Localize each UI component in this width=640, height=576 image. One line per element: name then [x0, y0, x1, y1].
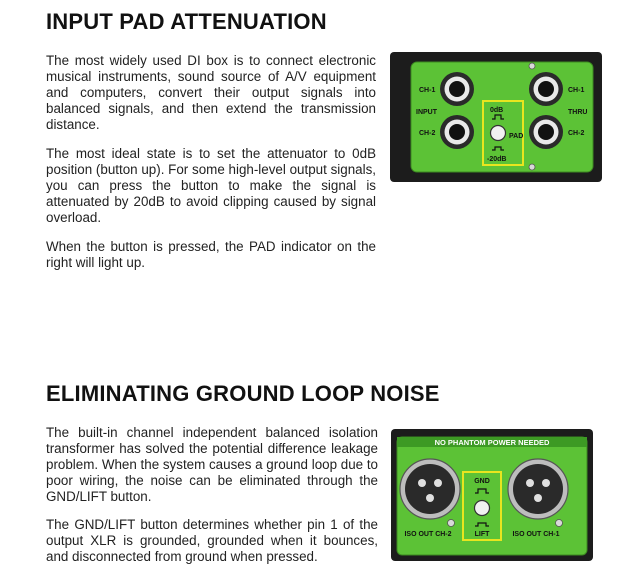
label-thru: THRU [568, 109, 588, 116]
screw-icon [529, 164, 535, 170]
input-panel-diagram [390, 52, 602, 182]
label-input: INPUT [416, 109, 437, 116]
label-iso-out-ch1: ISO OUT CH-1 [512, 531, 560, 538]
xlr-out-ch1[interactable] [508, 459, 568, 519]
section-heading-pad: INPUT PAD ATTENUATION [46, 9, 327, 34]
label-ch1-left: CH-1 [419, 87, 436, 94]
label-ch1-right: CH-1 [568, 87, 585, 94]
banner-text: NO PHANTOM POWER NEEDED [434, 438, 550, 447]
label-pad: PAD [509, 133, 524, 140]
pad-paragraph-3: When the button is pressed, the PAD indicator on the right will light up. [46, 239, 376, 270]
label-ch2-left: CH-2 [419, 130, 436, 137]
label-iso-out-ch2: ISO OUT CH-2 [404, 531, 452, 538]
screw-icon [529, 63, 535, 69]
screw-icon [448, 520, 455, 527]
jack-input-ch2[interactable] [440, 115, 474, 149]
label-gnd: GND [474, 478, 490, 485]
label-minus20db: -20dB [487, 156, 507, 163]
jack-thru-ch1[interactable] [529, 72, 563, 106]
pad-paragraph-1: The most widely used DI box is to connect electronic musical instruments, sound source of A/V equipment and computers, convert their output signals into balanced signals, and then extend the transmission distance. [46, 53, 376, 132]
label-lift: LIFT [474, 531, 490, 538]
jack-input-ch1[interactable] [440, 72, 474, 106]
ground-paragraph-2: The GND/LIFT button determines whether pin 1 of the output XLR is grounded, grounded when it bounces, and disconnected from ground when pressed. [46, 517, 378, 564]
ground-paragraph-1: The built-in channel independent balanced isolation transformer has solved the potential difference leakage problem. When the system causes a ground loop due to poor wiring, the noise can be eliminated through the GND/LIFT button. [46, 425, 378, 504]
label-ch2-right: CH-2 [568, 130, 585, 137]
section-heading-ground-loop: ELIMINATING GROUND LOOP NOISE [46, 381, 440, 406]
pad-button[interactable] [491, 126, 506, 141]
screw-icon [556, 520, 563, 527]
jack-thru-ch2[interactable] [529, 115, 563, 149]
gnd-lift-button[interactable] [475, 501, 490, 516]
output-panel-diagram [391, 429, 593, 561]
pad-paragraph-2: The most ideal state is to set the attenuator to 0dB position (button up). For some high-level output signals, you can press the button to make the signal is attenuated by 20dB to avoid clipping caused by signal overload. [46, 146, 376, 225]
label-0db: 0dB [490, 107, 504, 114]
xlr-out-ch2[interactable] [400, 459, 460, 519]
